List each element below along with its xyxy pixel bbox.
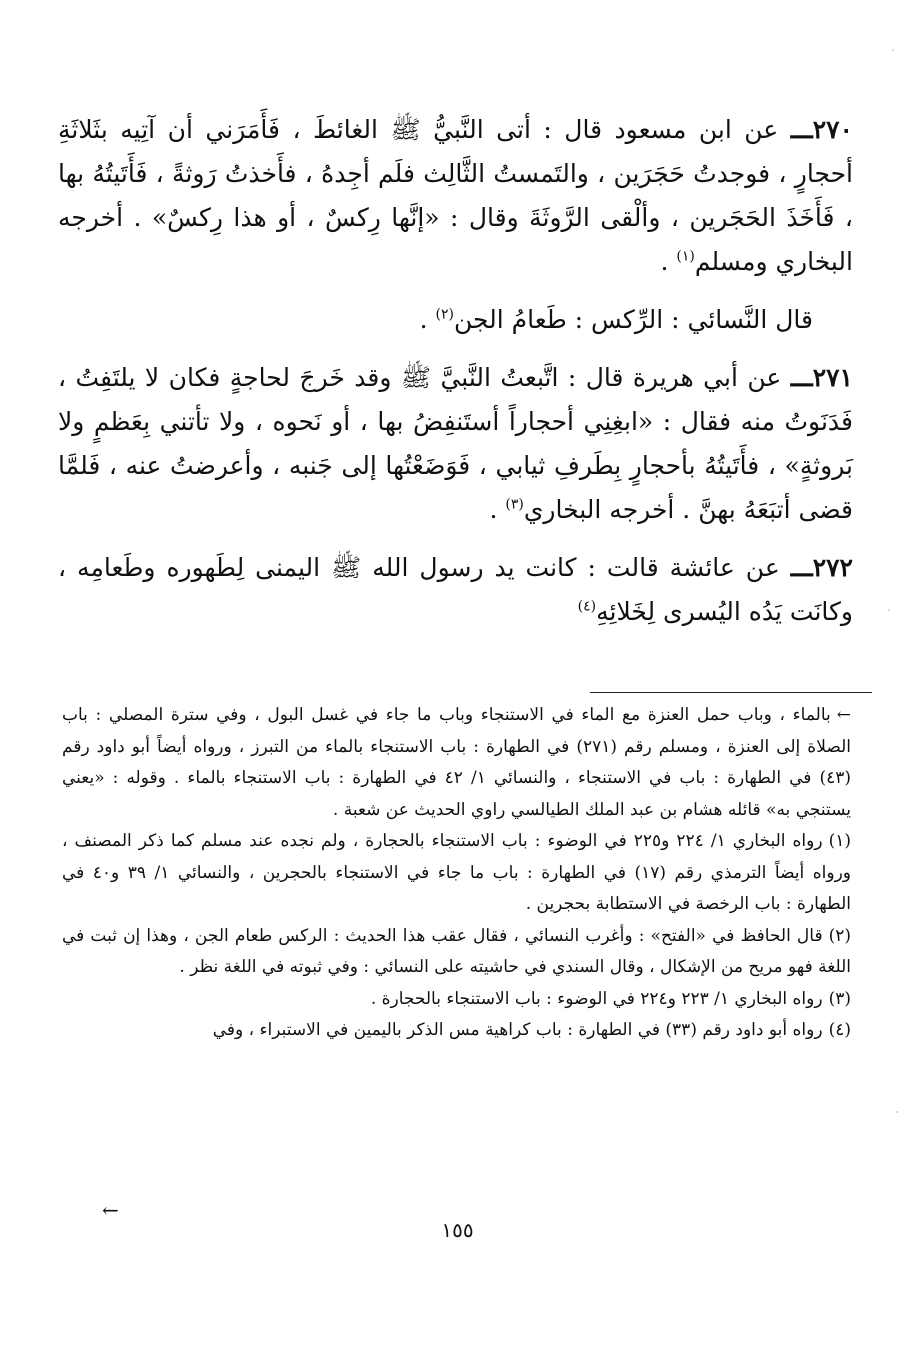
nasai-remark	[58, 298, 853, 342]
hadith-270	[58, 108, 853, 284]
footnotes	[62, 700, 851, 1047]
hadith-text: عن أبي هريرة قال : اتَّبعتُ النَّبيَّ ﷺ وقد خَرجَ لحاجةٍ فكان لا يلتَفِتُ ، فَدَنَوتُ منه فقال : «ابغِنِي أحجاراً أستَنفِضُ بها ، أو نَحوه ، ولا تأتني بِعَظمٍ ولا بَروثةٍ» ، فأَتَيتُهُ بأحجارٍ بِطَرفِ ثيابي ، فَوَضَعْتُها إلى جَنبه ، وأعرضتُ عنه ، فَلمَّا قضى أتبَعَهُ بهنَّ . أخرجه البخاري	[58, 363, 853, 524]
hadith-text: عن عائشة قالت : كانت يد رسول الله ﷺ اليمنى لِطَهوره وطَعامِه ، وكانَت يَدُه اليُسرى لِخَلائِهِ	[58, 553, 853, 626]
hadith-end: .	[489, 495, 506, 524]
footnote-mark: (٢)	[828, 925, 851, 946]
footnote-1	[62, 826, 851, 921]
main-text	[58, 108, 853, 648]
footnote-4	[62, 1015, 851, 1047]
footnote-ref: (٤)	[577, 598, 597, 615]
continuation-arrow-icon: ←	[836, 705, 851, 725]
footnote-text: بالماء ، وباب حمل العنزة مع الماء في الاستنجاء وباب ما جاء في غسل البول ، وفي سترة المصلي : باب الصلاة إلى العنزة ، ومسلم رقم (٢٧١) في الطهارة : باب الاستنجاء بالماء من التبرز ، ورواه أيضاً أبو داود رقم (٤٣) في الطهارة : باب في الاستنجاء ، والنسائي ١/ ٤٢ في الطهارة : باب الاستنجاء بالماء . وقوله : «يعني يستنجي به» قائله هشام بن عبد الملك الطيالسي راوي الحديث عن شعبة .	[62, 705, 851, 820]
footnote-continued	[62, 700, 851, 826]
hadith-271	[58, 356, 853, 532]
page-number: ١٥٥	[441, 1218, 474, 1242]
remark-end: .	[419, 305, 436, 334]
footnote-text: رواه البخاري ١/ ٢٢٣ و٢٢٤ في الوضوء : باب الاستنجاء بالحجارة .	[370, 988, 823, 1009]
footnote-3	[62, 984, 851, 1016]
footnote-mark: (٣)	[828, 988, 851, 1009]
hadith-272	[58, 546, 853, 634]
footnote-ref: (٣)	[505, 496, 524, 513]
hadith-number: ٢٧١ـــ	[790, 363, 853, 392]
remark-text: قال النَّسائي : الرِّكس : طَعامُ الجن	[454, 305, 813, 334]
hadith-number: ٢٧٢ـــ	[790, 553, 853, 582]
footnote-ref: (١)	[676, 248, 695, 265]
hadith-text: عن ابن مسعود قال : أتى النَّبيُّ ﷺ الغائطَ ، فَأَمَرَني أن آتِيه بثَلاثَةِ أحجارٍ ، فوجدتُ حَجَرَين ، والتَمستُ الثَّالِث فلَم أجِدهُ ، فأَخذتُ رَوثةً ، فَأَتَيتُهُ بها ، فَأَخَذَ الحَجَرين ، وألْقى الرَّوثَةَ وقال : «إنَّها رِكسٌ ، أو هذا رِكسٌ» . أخرجه البخاري ومسلم	[58, 115, 853, 276]
hadith-end: .	[660, 247, 677, 276]
footnote-text: رواه البخاري ١/ ٢٢٤ و٢٢٥ في الوضوء : باب الاستنجاء بالحجارة ، ولم نجده عند مسلم كما ذكر المصنف ، ورواه أيضاً الترمذي رقم (١٧) في الطهارة : باب ما جاء في الاستنجاء بالحجرين ، والنسائي ١/ ٣٩ و٤٠ في الطهارة : باب الرخصة في الاستطابة بحجرين .	[62, 831, 852, 914]
footnote-2	[62, 921, 851, 984]
hadith-number: ٢٧٠ـــ	[790, 115, 853, 144]
footnote-text: قال الحافظ في «الفتح» : وأغرب النسائي ، فقال عقب هذا الحديث : الركس طعام الجن ، وهذا إن ثبت في اللغة فهو مريح من الإشكال ، وقال السندي في حاشيته على النسائي : وفي ثبوته في اللغة نظر .	[62, 925, 851, 977]
footnote-mark: (٤)	[828, 1020, 851, 1040]
paper-specks	[883, 0, 903, 1354]
footnote-mark: (١)	[828, 831, 851, 851]
continuation-arrow-icon: ←	[102, 1198, 119, 1222]
footnote-text: رواه أبو داود رقم (٣٣) في الطهارة : باب كراهية مس الذكر باليمين في الاستبراء ، وفي	[212, 1020, 823, 1040]
footnote-divider	[590, 692, 872, 693]
footnote-ref: (٢)	[435, 306, 454, 323]
